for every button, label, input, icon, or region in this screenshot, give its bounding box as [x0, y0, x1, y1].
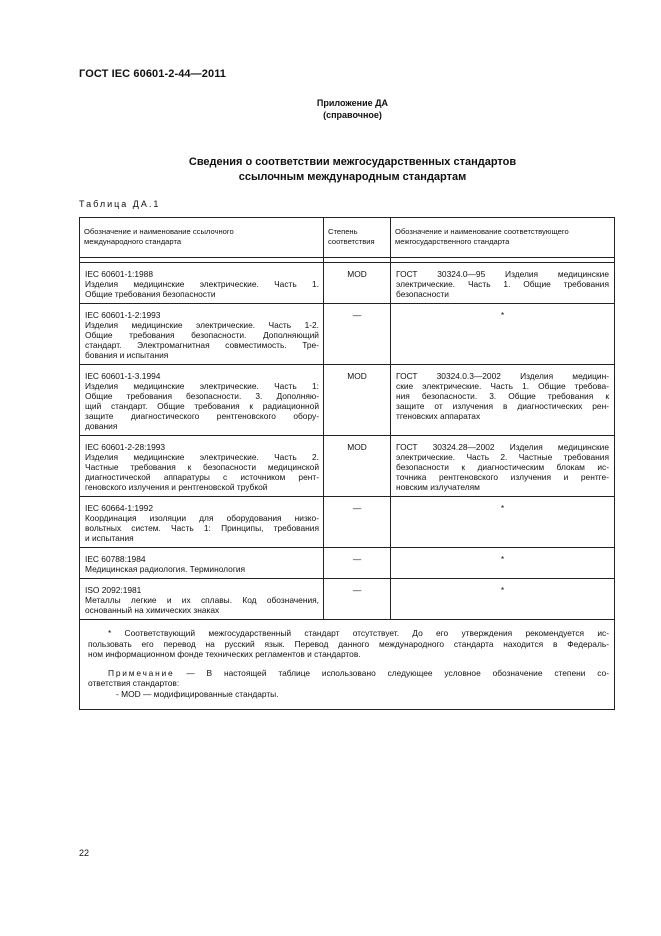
interstate-standard-cell: ГОСТ 30324.28—2002 Изделия медицинские электрические. Часть 2. Частные требования безопасности к диагностическим блокам ис- точника рентгеновского излучения и рентге- новским излучателям	[391, 436, 615, 497]
appendix-title: Приложение ДА	[316, 98, 389, 108]
table-footnote	[80, 620, 615, 710]
interstate-standard-cell: *	[391, 497, 615, 548]
degree-cell: —	[324, 304, 391, 365]
header-reference-standard: Обозначение и наименование ссылочного международного стандарта	[80, 218, 324, 258]
degree-cell: —	[324, 548, 391, 579]
degree-cell: —	[324, 579, 391, 620]
reference-standard-cell: IEC 60601-1-2:1993 Изделия медицинские электрические. Часть 1-2. Общие требования безопасности. Дополняющий стандарт. Электромагнитная совместимость. Тре- бования и испытания	[80, 304, 324, 365]
table-row	[80, 263, 615, 304]
section-title	[0, 155, 661, 185]
footnote-line: пользовать его перевод на русский язык. Перевод данного международного стандарта находится в Федераль-	[88, 638, 609, 649]
section-title-line2: ссылочным международным стандартам	[238, 171, 467, 183]
interstate-standard-cell: ГОСТ 30324.0.3—2002 Изделия медицин- ские электрические. Часть 1. Общие требова- ния безопасности. 3. Общие требования к защите от излучения в диагностических рен- тгеновских аппаратах	[391, 365, 615, 436]
table-row	[80, 548, 615, 579]
table-header-row	[80, 218, 615, 258]
footnote-line: ном информационном фонде технических регламентов и стандартов.	[88, 649, 361, 659]
appendix-subtitle: (справочное)	[323, 110, 382, 120]
section-title-line1: Сведения о соответствии межгосударственных стандартов	[188, 156, 517, 168]
page-number: 22	[79, 848, 90, 858]
standard-designation: ГОСТ IEC 60601-2-44—2011	[79, 68, 227, 80]
footnote-line: * Соответствующий межгосударственный стандарт отсутствует. До его утверждения рекомендуется ис-	[108, 628, 609, 638]
interstate-standard-cell: ГОСТ 30324.0—95 Изделия медицинские электрические. Часть 1. Общие требования безопасности	[391, 263, 615, 304]
header-degree: Степень соответствия	[324, 218, 391, 258]
appendix-heading	[0, 97, 661, 121]
degree-cell: MOD	[324, 263, 391, 304]
correspondence-table	[79, 217, 615, 710]
note-text: — В настоящей таблице использовано следующее условное обозначение степени со-	[174, 667, 609, 678]
interstate-standard-cell: *	[391, 579, 615, 620]
table-row	[80, 304, 615, 365]
header-interstate-standard: Обозначение и наименование соответствующего межгосударственного стандарта	[391, 218, 615, 258]
table-row	[80, 436, 615, 497]
interstate-standard-cell: *	[391, 304, 615, 365]
degree-cell: MOD	[324, 365, 391, 436]
reference-standard-cell: ISO 2092:1981 Металлы легкие и их сплавы. Код обозначения, основанный на химических знаках	[80, 579, 324, 620]
reference-standard-cell: IEC 60601-1-3.1994 Изделия медицинские электрические. Часть 1: Общие требования безопасности. 3. Дополняю- щий стандарт. Общие требования к радиационной защите диагностического рентгеновского обору- дования	[80, 365, 324, 436]
table-footnote-row	[80, 620, 615, 710]
reference-standard-cell: IEC 60601-1:1988 Изделия медицинские электрические. Часть 1. Общие требования безопасности	[80, 263, 324, 304]
note-bullet: - MOD — модифицированные стандарты.	[116, 688, 279, 699]
reference-standard-cell: IEC 60664-1:1992 Координация изоляции для оборудования низко- вольтных систем. Часть 1: Принципы, требования и испытания	[80, 497, 324, 548]
note-line	[88, 668, 609, 679]
degree-cell: MOD	[324, 436, 391, 497]
reference-standard-cell: IEC 60601-2-28:1993 Изделия медицинские электрические. Часть 2. Частные требования к безопасности медицинской диагностической аппаратуры с источником рент- геновского излучения и рентгеновской трубкой	[80, 436, 324, 497]
table-row	[80, 365, 615, 436]
note-label: Примечание	[108, 667, 175, 678]
note-line: ответствия стандартов:	[88, 678, 180, 688]
table-row	[80, 497, 615, 548]
interstate-standard-cell: *	[391, 548, 615, 579]
degree-cell: —	[324, 497, 391, 548]
table-row	[80, 579, 615, 620]
reference-standard-cell: IEC 60788:1984 Медицинская радиология. Терминология	[80, 548, 324, 579]
table-caption: Таблица ДА.1	[79, 199, 161, 209]
